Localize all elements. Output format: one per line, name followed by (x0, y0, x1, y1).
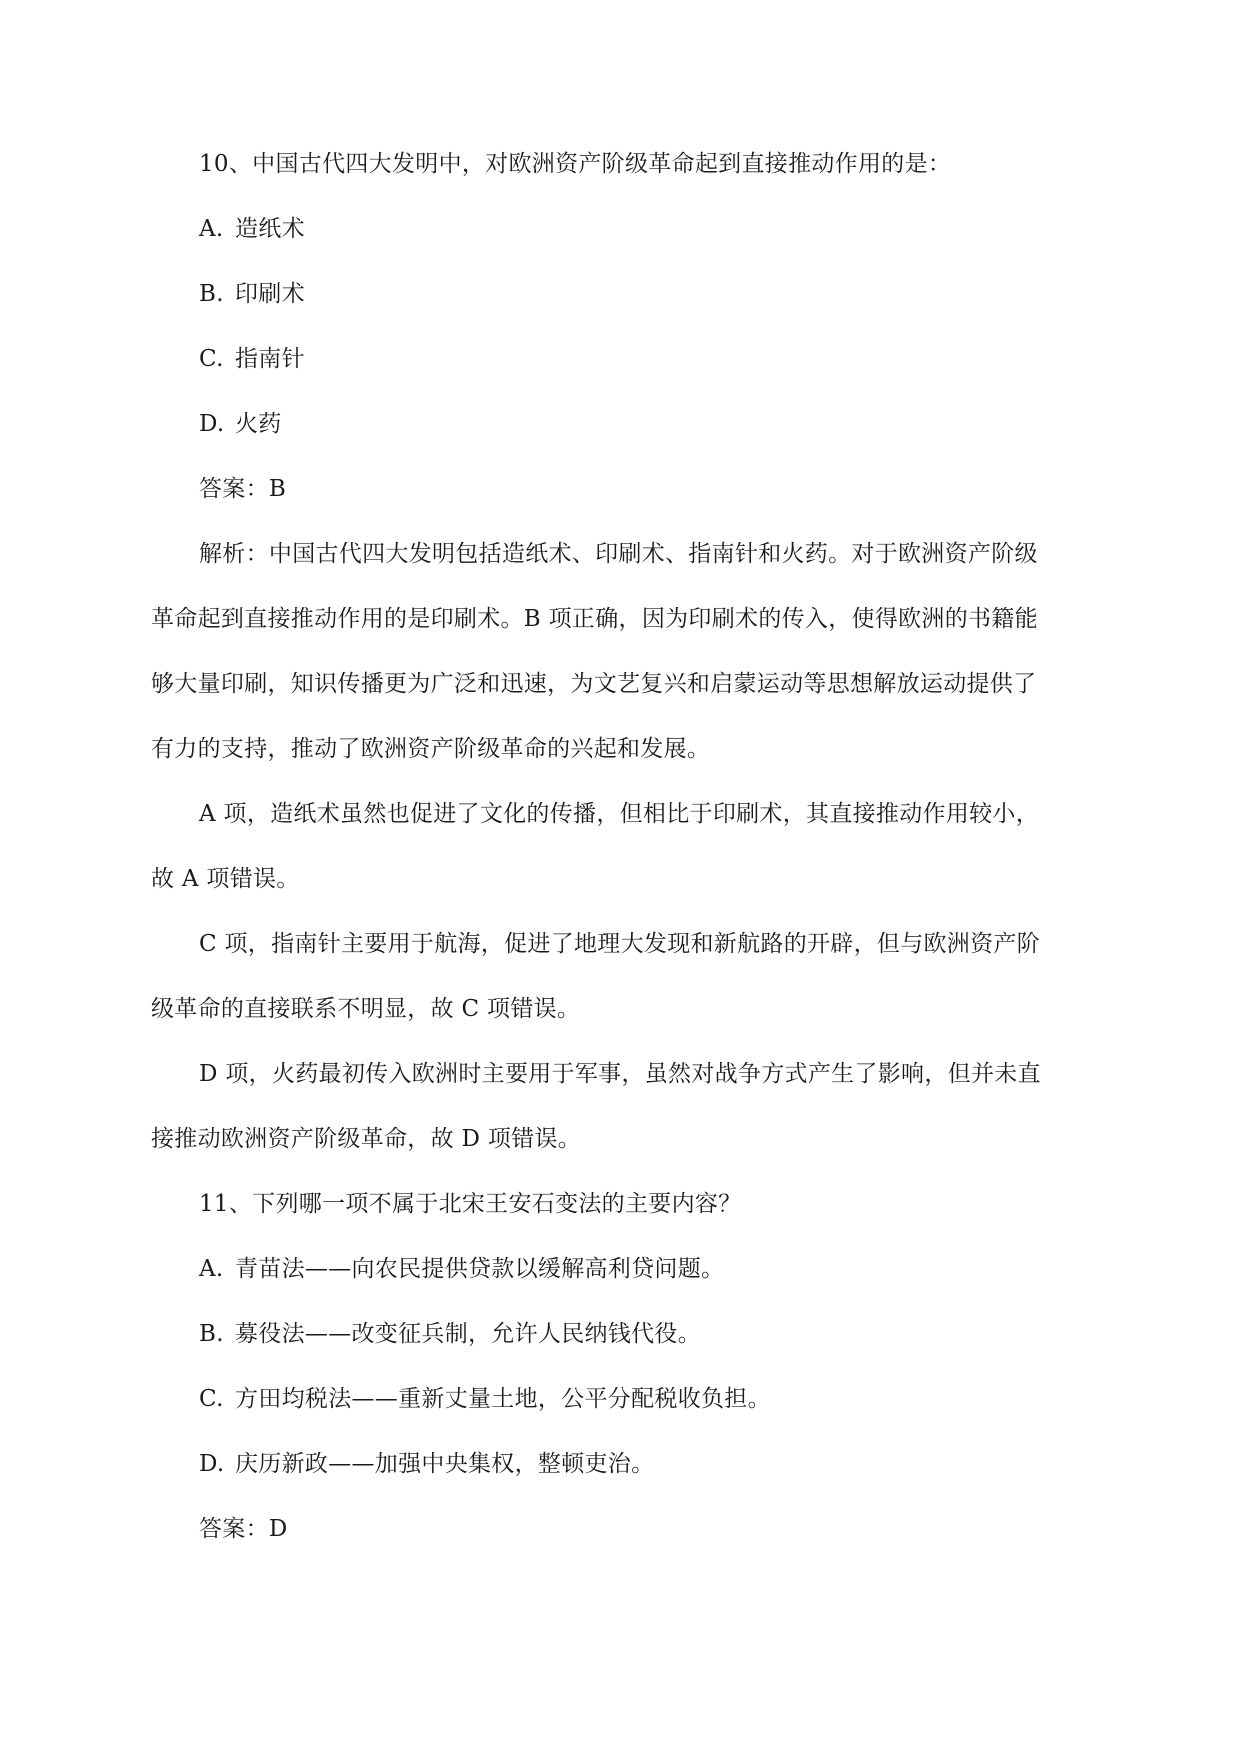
question-11-answer: 答案：D (199, 1516, 288, 1542)
option-letter: A. (199, 1256, 224, 1282)
question-10-option-a-explanation: 故 A 项错误。 (151, 866, 300, 892)
question-10-answer: 答案：B (199, 476, 287, 502)
question-10-option-c-explanation: 级革命的直接联系不明显，故 C 项错误。 (151, 996, 581, 1022)
option-letter: B. (199, 1321, 224, 1347)
option-text: 青苗法——向农民提供贷款以缓解高利贷问题。 (235, 1256, 725, 1282)
question-10-analysis-line: 革命起到直接推动作用的是印刷术。B 项正确，因为印刷术的传入，使得欧洲的书籍能 (151, 606, 1038, 632)
option-letter: C. (199, 1386, 224, 1412)
question-10-option-d-explanation: D 项，火药最初传入欧洲时主要用于军事，虽然对战争方式产生了影响，但并未直 (199, 1061, 1041, 1087)
question-11-stem: 11、下列哪一项不属于北宋王安石变法的主要内容？ (199, 1191, 742, 1217)
option-text: 造纸术 (235, 216, 305, 242)
question-11-option-d (151, 1444, 1096, 1509)
option-text: 印刷术 (235, 281, 305, 307)
question-11-option-b (151, 1314, 1096, 1379)
question-10-option-a-explanation: A 项，造纸术虽然也促进了文化的传播，但相比于印刷术，其直接推动作用较小， (199, 801, 1040, 827)
option-letter: D. (199, 1451, 225, 1477)
question-10-analysis-line: 解析：中国古代四大发明包括造纸术、印刷术、指南针和火药。对于欧洲资产阶级 (199, 541, 1038, 567)
option-letter: D. (199, 411, 225, 437)
option-text: 募役法——改变征兵制，允许人民纳钱代役。 (235, 1321, 701, 1347)
question-10-option-d (151, 404, 1096, 469)
option-text: 方田均税法——重新丈量土地，公平分配税收负担。 (235, 1386, 771, 1412)
question-10-option-d-explanation: 接推动欧洲资产阶级革命，故 D 项错误。 (151, 1126, 582, 1152)
question-10-option-c-explanation: C 项，指南针主要用于航海，促进了地理大发现和新航路的开辟，但与欧洲资产阶 (199, 931, 1041, 957)
option-letter: B. (199, 281, 224, 307)
question-10-option-a (151, 209, 1096, 274)
question-11-option-a (151, 1249, 1096, 1314)
question-11-option-c (151, 1379, 1096, 1444)
option-text: 庆历新政——加强中央集权，整顿吏治。 (235, 1451, 655, 1477)
question-10-option-b (151, 274, 1096, 339)
question-10-analysis-line: 有力的支持，推动了欧洲资产阶级革命的兴起和发展。 (151, 736, 711, 762)
question-10-analysis-line: 够大量印刷，知识传播更为广泛和迅速，为文艺复兴和启蒙运动等思想解放运动提供了 (151, 671, 1037, 697)
option-text: 火药 (235, 411, 282, 437)
document-body (151, 144, 1096, 1574)
question-10-stem: 10、中国古代四大发明中，对欧洲资产阶级革命起到直接推动作用的是： (199, 151, 952, 177)
question-10-option-c (151, 339, 1096, 404)
option-letter: A. (199, 216, 224, 242)
option-text: 指南针 (235, 346, 305, 372)
option-letter: C. (199, 346, 224, 372)
